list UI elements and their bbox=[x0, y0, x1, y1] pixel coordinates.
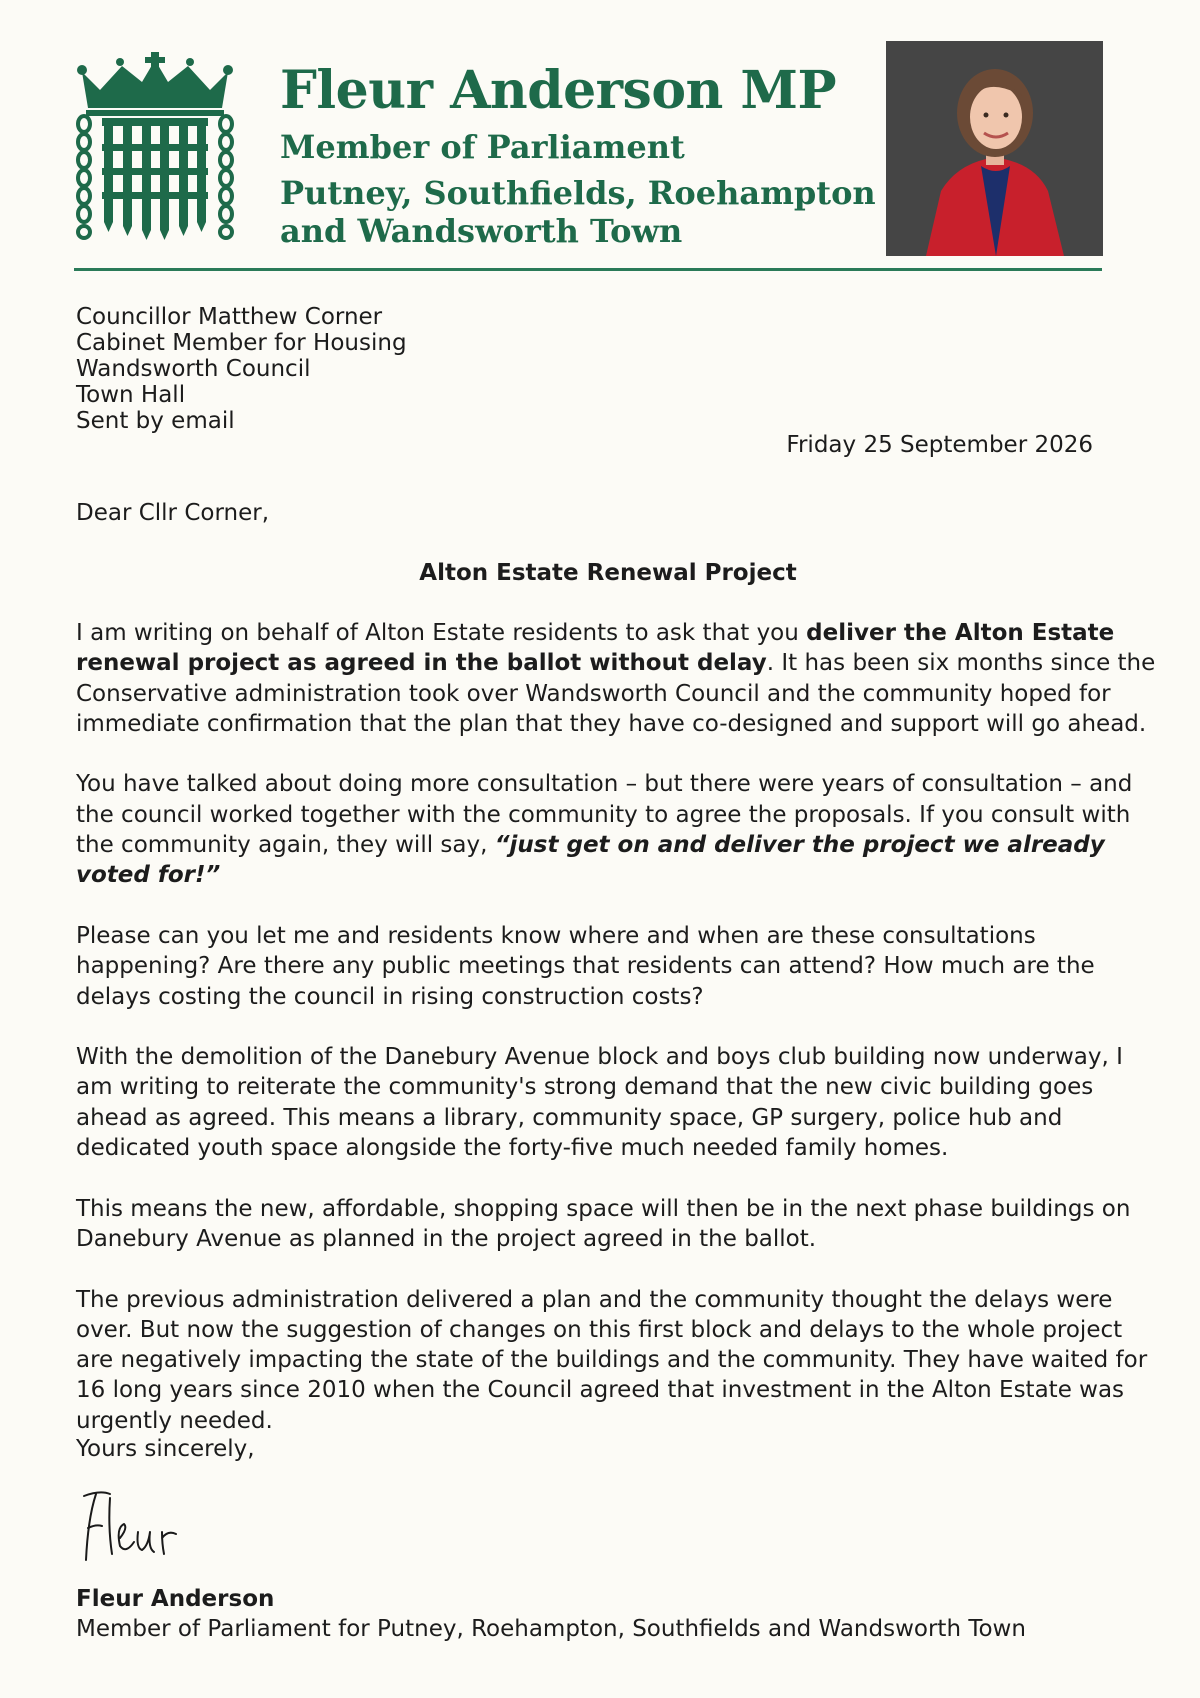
paragraph-6: The previous administration delivered a plan and the community thought the delays were over. But now the suggestion of changes on this first block and delays to the whole project are negatively impacting the state of the buildings and the community. They have waited for 16 long years since 2010 when the Council agreed that investment in the Alton Estate was urgently needed. bbox=[76, 1286, 1148, 1434]
paragraph-1-rest: . It has been six months since the Conservative administration took over Wandsworth Council and the community hoped for immediate confirmation that the plan that they have co-designed and support will go ahead. bbox=[76, 650, 1156, 737]
portcullis-icon bbox=[72, 52, 238, 242]
paragraph-3: Please can you let me and residents know where and when are these consultations happening? Are there any public meetings that residents can attend? How much are the delays costing the council in rising construction costs? bbox=[76, 922, 1095, 1010]
recipient-location: Town Hall bbox=[76, 382, 186, 408]
paragraph-4: With the demolition of the Danebury Avenue block and boys club building now underway, I am writing to reiterate the community's strong demand that the new civic building goes ahead as agreed. This means a library, community space, GP surgery, police hub and dedicated youth space alongside the forty-five much needed family homes. bbox=[76, 1044, 1123, 1162]
portrait-photo bbox=[886, 41, 1103, 256]
constituency-line-2: and Wandsworth Town bbox=[280, 212, 683, 250]
letterhead-constituency bbox=[280, 174, 876, 250]
letterhead-role: Member of Parliament bbox=[280, 128, 685, 166]
letter-subject: Alton Estate Renewal Project bbox=[419, 560, 797, 586]
signature-image bbox=[76, 1488, 206, 1568]
paragraph-2 bbox=[76, 769, 1156, 890]
paragraph-2-quote: “just get on and deliver the project we already voted for!” bbox=[76, 832, 1105, 889]
paragraph-1-emphasis: deliver the Alton Estate renewal project as agreed in the ballot without delay bbox=[76, 620, 1115, 677]
letter-body bbox=[76, 618, 1156, 1466]
portrait-illustration bbox=[886, 41, 1103, 256]
signer-title: Member of Parliament for Putney, Roehampton, Southfields and Wandsworth Town bbox=[76, 1616, 1026, 1642]
paragraph-5: This means the new, affordable, shopping space will then be in the next phase buildings on Danebury Avenue as planned in the project agreed in the ballot. bbox=[76, 1195, 1131, 1252]
letterhead-name: Fleur Anderson MP bbox=[280, 60, 837, 121]
recipient-organisation: Wandsworth Council bbox=[76, 356, 311, 382]
letter-date: Friday 25 September 2026 bbox=[786, 432, 1093, 458]
salutation: Dear Cllr Corner, bbox=[76, 500, 270, 526]
delivery-method: Sent by email bbox=[76, 408, 235, 434]
recipient-address bbox=[76, 304, 407, 434]
signer-name: Fleur Anderson bbox=[76, 1586, 275, 1612]
paragraph-1 bbox=[76, 618, 1156, 739]
recipient-position: Cabinet Member for Housing bbox=[76, 330, 407, 356]
constituency-line-1: Putney, Southfields, Roehampton bbox=[280, 174, 876, 212]
letterhead-divider bbox=[74, 268, 1102, 271]
closing: Yours sincerely, bbox=[76, 1436, 255, 1462]
recipient-name: Councillor Matthew Corner bbox=[76, 304, 383, 330]
paragraph-1-intro: I am writing on behalf of Alton Estate residents to ask that you bbox=[76, 620, 807, 646]
paragraph-2-text: You have talked about doing more consultation – but there were years of consultation – and the council worked together with the community to agree the proposals. If you consult with the community again, they will say, bbox=[76, 771, 1133, 859]
